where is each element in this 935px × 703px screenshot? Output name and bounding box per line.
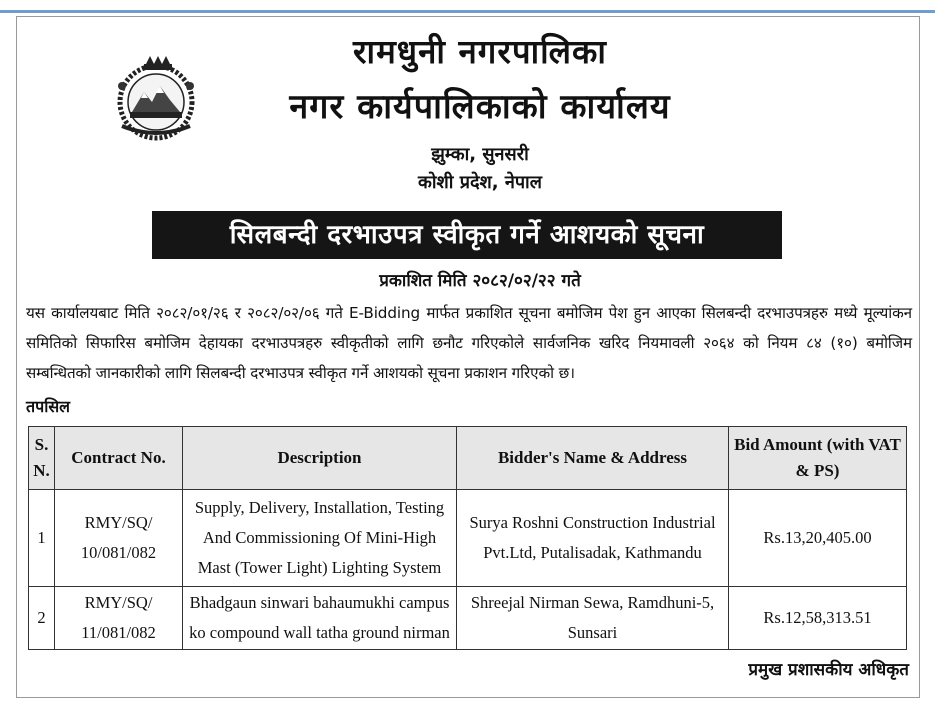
header-contract-no: Contract No. bbox=[55, 427, 183, 490]
cell-sn: 2 bbox=[29, 587, 55, 650]
header-bid-amount: Bid Amount (with VAT & PS) bbox=[729, 427, 907, 490]
cell-bid-amount: Rs.13,20,405.00 bbox=[729, 490, 907, 587]
header-description: Description bbox=[183, 427, 457, 490]
top-border-rule bbox=[0, 10, 935, 13]
table-row bbox=[29, 490, 907, 587]
cell-bidder: Surya Roshni Construction Industrial Pvt.Ltd, Putalisadak, Kathmandu bbox=[457, 490, 729, 587]
header-bidder: Bidder's Name & Address bbox=[457, 427, 729, 490]
cell-contract-no: RMY/SQ/ 10/081/082 bbox=[55, 490, 183, 587]
municipality-name: रामधुनी नगरपालिका bbox=[353, 32, 607, 71]
cell-description: Bhadgaun sinwari bahaumukhi campus ko compound wall tatha ground nirman bbox=[183, 587, 457, 650]
schedule-label: तपसिल bbox=[26, 397, 71, 416]
table-header-row bbox=[29, 427, 907, 490]
cell-contract-no: RMY/SQ/ 11/081/082 bbox=[55, 587, 183, 650]
office-name: नगर कार्यपालिकाको कार्यालय bbox=[289, 87, 671, 127]
bid-table bbox=[28, 426, 907, 650]
address-line-2: कोशी प्रदेश, नेपाल bbox=[418, 172, 542, 193]
notice-title-banner: सिलबन्दी दरभाउपत्र स्वीकृत गर्ने आशयको सूचना bbox=[152, 211, 782, 259]
cell-description: Supply, Delivery, Installation, Testing And Commissioning Of Mini-High Mast (Tower Light) Lighting System bbox=[183, 490, 457, 587]
table-row bbox=[29, 587, 907, 650]
cell-bidder: Shreejal Nirman Sewa, Ramdhuni-5, Sunsari bbox=[457, 587, 729, 650]
header-sn: S. N. bbox=[29, 427, 55, 490]
cell-sn: 1 bbox=[29, 490, 55, 587]
nepal-government-emblem-icon bbox=[108, 56, 204, 142]
signatory: प्रमुख प्रशासकीय अधिकृत bbox=[748, 660, 909, 680]
cell-bid-amount: Rs.12,58,313.51 bbox=[729, 587, 907, 650]
address-line-1: झुम्का, सुनसरी bbox=[431, 144, 529, 165]
notice-body-paragraph: यस कार्यालयबाट मिति २०८२/०१/२६ र २०८२/०२/०६ गते E-Bidding मार्फत प्रकाशित सूचना बमोजिम पेश हुन आएका सिलबन्दी दरभाउपत्रहरु मध्ये मूल्यांकन समितिको सिफारिस बमोजिम देहायका दरभाउपत्रहरु स्वीकृतीको लागि छनौट गरिएकोले सार्वजनिक खरिद नियमावली २०६४ को नियम ८४ (१०) बमोजिम सम्बन्धितको जानकारीको लागि सिलबन्दी दरभाउपत्र स्वीकृत गर्ने आशयको सूचना प्रकाशन गरिएको छ। bbox=[26, 304, 912, 382]
published-date: प्रकाशित मिति २०८२/०२/२२ गते bbox=[379, 271, 581, 291]
